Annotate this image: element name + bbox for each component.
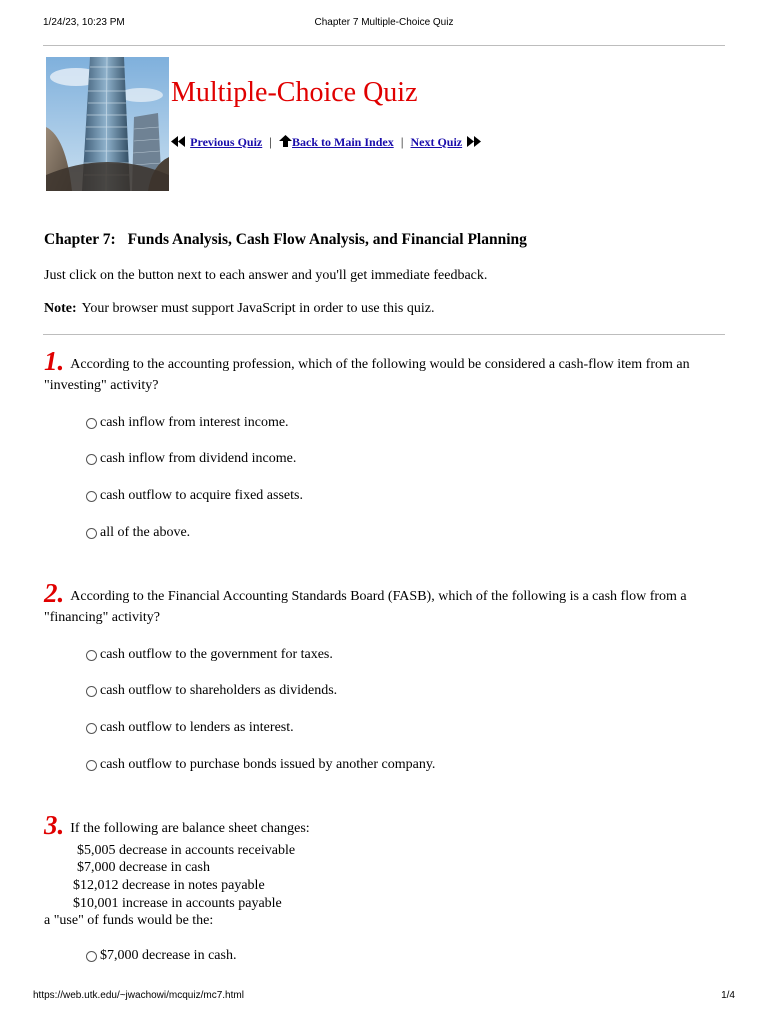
double-right-arrow-icon	[465, 136, 481, 151]
balance-change-4: $10,001 increase in accounts payable	[73, 896, 282, 911]
radio-button[interactable]	[86, 454, 97, 465]
balance-change-1: $5,005 decrease in accounts receivable	[77, 843, 296, 858]
radio-button[interactable]	[86, 418, 97, 429]
question-3-option-1[interactable]	[86, 948, 236, 964]
question-text: If the following are balance sheet changes:	[70, 821, 310, 836]
header-divider	[43, 45, 725, 46]
note	[44, 301, 434, 317]
chapter-number: Chapter 7:	[44, 231, 116, 248]
option-label: cash outflow to acquire fixed assets.	[100, 488, 303, 503]
chapter-title: Funds Analysis, Cash Flow Analysis, and Financial Planning	[127, 231, 527, 248]
question-2-option-1[interactable]	[86, 647, 333, 663]
previous-quiz-link[interactable]: Previous Quiz	[190, 135, 263, 149]
page-number: 1/4	[721, 990, 735, 1001]
option-label: cash outflow to shareholders as dividends.	[100, 683, 338, 698]
radio-button[interactable]	[86, 491, 97, 502]
content-divider	[43, 334, 725, 335]
option-label: cash outflow to the government for taxes.	[100, 647, 333, 662]
question-1-option-1[interactable]	[86, 415, 289, 431]
next-quiz-link[interactable]: Next Quiz	[410, 135, 463, 149]
question-1-option-2[interactable]	[86, 451, 296, 467]
radio-button[interactable]	[86, 760, 97, 771]
up-arrow-icon	[279, 135, 292, 151]
question-text: According to the accounting profession, which of the following would be considered a cash-flow item from an "investing" activity?	[44, 357, 690, 393]
note-label: Note:	[44, 301, 77, 316]
radio-button[interactable]	[86, 528, 97, 539]
building-photo	[46, 57, 169, 191]
option-label: cash outflow to purchase bonds issued by another company.	[100, 757, 436, 772]
double-left-arrow-icon	[171, 136, 187, 151]
question-2	[44, 578, 728, 628]
question-1	[44, 346, 728, 396]
option-label: all of the above.	[100, 525, 191, 540]
question-number: 1.	[44, 346, 65, 376]
question-number: 2.	[44, 578, 65, 608]
balance-change-3: $12,012 decrease in notes payable	[73, 878, 265, 893]
note-text: Your browser must support JavaScript in order to use this quiz.	[81, 301, 435, 316]
radio-button[interactable]	[86, 686, 97, 697]
print-date: 1/24/23, 10:23 PM	[43, 17, 125, 28]
nav-separator: |	[400, 135, 404, 149]
radio-button[interactable]	[86, 723, 97, 734]
chapter-heading	[44, 231, 527, 249]
question-1-option-4[interactable]	[86, 525, 190, 541]
back-to-main-index-link[interactable]: Back to Main Index	[292, 135, 394, 149]
question-2-option-2[interactable]	[86, 683, 337, 699]
question-1-option-3[interactable]	[86, 488, 303, 504]
option-label: cash inflow from interest income.	[100, 415, 289, 430]
option-label: cash outflow to lenders as interest.	[100, 720, 294, 735]
question-2-option-3[interactable]	[86, 720, 294, 736]
balance-change-2: $7,000 decrease in cash	[77, 860, 210, 875]
intro-text: Just click on the button next to each answer and you'll get immediate feedback.	[44, 268, 488, 283]
nav-separator: |	[269, 135, 272, 149]
option-label: cash inflow from dividend income.	[100, 451, 297, 466]
print-footer	[33, 990, 735, 1004]
radio-button[interactable]	[86, 650, 97, 661]
question-3-tail: a "use" of funds would be the:	[44, 913, 214, 928]
option-label: $7,000 decrease in cash.	[100, 948, 237, 963]
question-2-option-4[interactable]	[86, 757, 435, 773]
quiz-title: Multiple-Choice Quiz	[171, 77, 418, 108]
question-text: According to the Financial Accounting Standards Board (FASB), which of the following is a cash flow from a "financing" activity?	[44, 589, 687, 625]
quiz-nav	[171, 135, 481, 151]
radio-button[interactable]	[86, 951, 97, 962]
question-3	[44, 810, 728, 840]
print-header	[43, 17, 725, 31]
question-number: 3.	[44, 810, 65, 840]
print-page-title: Chapter 7 Multiple-Choice Quiz	[314, 17, 454, 28]
page-url: https://web.utk.edu/~jwachowi/mcquiz/mc7.html	[33, 990, 244, 1001]
